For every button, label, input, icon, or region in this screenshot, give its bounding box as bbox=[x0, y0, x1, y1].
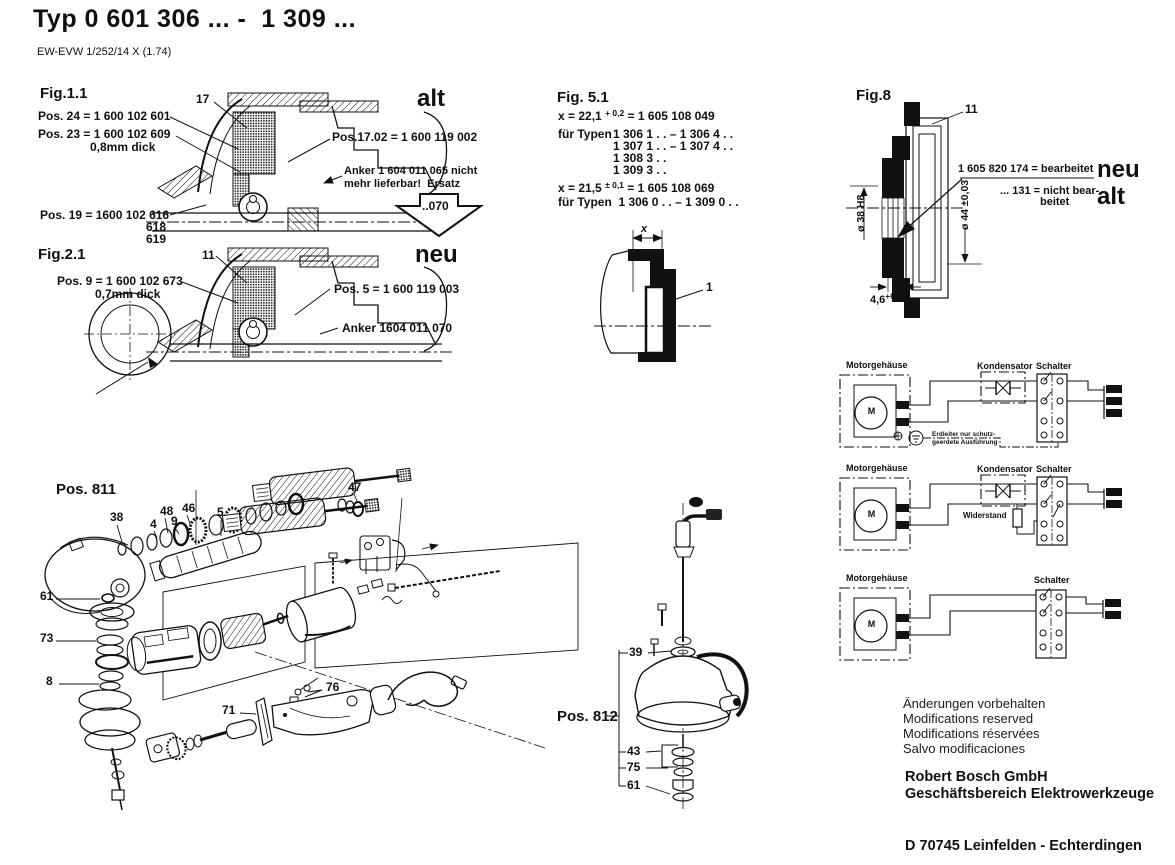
update-arrow-label: ..070 bbox=[422, 199, 449, 213]
part-label-5: 5 bbox=[217, 505, 224, 519]
fig21-callout-11: 11 bbox=[202, 248, 215, 262]
fig51-drawing bbox=[594, 230, 712, 362]
part-label-8: 8 bbox=[46, 674, 53, 688]
fig21-anker-label: Anker 1604 011 070 bbox=[342, 321, 453, 335]
schematic-3-art bbox=[840, 588, 1121, 660]
pos811-drawing bbox=[45, 460, 578, 810]
part-label-61: 61 bbox=[40, 589, 54, 603]
fig11-pos24-label: Pos. 24 = 1 600 102 601 bbox=[38, 109, 171, 123]
part-label-38: 38 bbox=[110, 510, 124, 524]
fig8-part-alt-line2: beitet bbox=[1040, 196, 1070, 208]
part-label-48: 48 bbox=[160, 504, 174, 518]
fig21-pos9-note: 0,7mm dick bbox=[95, 287, 161, 301]
fig21-pos9-label: Pos. 9 = 1 600 102 673 bbox=[57, 274, 183, 288]
footer-note-de: Änderungen vorbehalten bbox=[903, 696, 1046, 711]
fig51-typen-row4: 1 309 3 . . bbox=[613, 163, 667, 177]
schematic1-motor-symbol-m: M bbox=[867, 406, 876, 416]
part-label-46: 46 bbox=[182, 501, 196, 515]
footer-note-en: Modifications reserved bbox=[903, 711, 1034, 726]
fig51-typen-row1: 1 306 1 . . – 1 306 4 . . bbox=[613, 127, 734, 141]
company-name: Robert Bosch GmbH bbox=[905, 769, 1048, 785]
footer-note-es: Salvo modificaciones bbox=[903, 741, 1026, 756]
fig11-title: Fig.1.1 bbox=[40, 85, 88, 102]
fig8-dim-46-label: $4,6^{+0,2}$ bbox=[870, 291, 903, 306]
company-division: Geschäftsbereich Elektrowerkzeuge bbox=[905, 786, 1155, 802]
part-label-43: 43 bbox=[627, 744, 641, 758]
part-label-76: 76 bbox=[326, 680, 340, 694]
fig8-neu-tag: neu bbox=[1097, 156, 1140, 183]
fig8-part-neu-label: 1 605 820 174 = bearbeitet bbox=[958, 163, 1094, 175]
part-label-73: 73 bbox=[40, 631, 54, 645]
fig8-alt-tag: alt bbox=[1097, 183, 1126, 210]
part-label-47: 47 bbox=[348, 480, 362, 494]
pos812-title: Pos. 812 bbox=[557, 708, 618, 725]
fig51-fuer-typen-2: für Typen 1 306 0 . . – 1 309 0 . . bbox=[558, 195, 739, 209]
company-address-clipped bbox=[905, 804, 1142, 865]
part-label-71: 71 bbox=[222, 703, 236, 717]
part-label-9: 9 bbox=[171, 514, 178, 528]
schematic3-schalter-label: Schalter bbox=[1034, 575, 1070, 585]
company-address: D 70745 Leinfelden - Echterdingen bbox=[905, 837, 1142, 854]
schematic2-kondensator-label: Kondensator bbox=[977, 464, 1033, 474]
schematic2-widerstand-label: Widerstand bbox=[963, 511, 1007, 520]
part-label-39: 39 bbox=[629, 645, 643, 659]
fig8-dim-38-label: ø 38 H8 bbox=[855, 194, 867, 232]
schematic1-ground-note-line1: Erdleiter nur schutz- bbox=[932, 431, 996, 438]
page-title: Typ 0 601 306 ... - 1 309 ... bbox=[33, 5, 357, 33]
fig8-dim-44-label: ø 44 ±0,03 bbox=[959, 179, 971, 230]
pos811-title: Pos. 811 bbox=[56, 481, 117, 498]
fig51-title: Fig. 5.1 bbox=[557, 89, 609, 106]
fig11-pos19-alt-619: 619 bbox=[146, 232, 167, 246]
fig11-pos19-alt-618: 618 bbox=[146, 220, 167, 234]
schematic1-kondensator-label: Kondensator bbox=[977, 361, 1033, 371]
fig51-fuer-typen-1: für Typen bbox=[558, 127, 612, 141]
schematic3-motor-symbol-m: M bbox=[867, 619, 876, 629]
page-subtitle: EW-EVW 1/252/14 X (1.74) bbox=[37, 46, 172, 58]
part-label-4: 4 bbox=[150, 517, 157, 531]
fig11-pos1702-label: Pos.17.02 = 1 600 119 002 bbox=[332, 130, 478, 144]
fig51-callout-1: 1 bbox=[706, 280, 713, 294]
fig11-anker-note-line2: mehr lieferbar! Ersatz bbox=[344, 178, 461, 190]
fig11-pos23-note: 0,8mm dick bbox=[90, 140, 156, 154]
schematic1-schalter-label: Schalter bbox=[1036, 361, 1072, 371]
fig8-part-alt-line1: ... 131 = nicht bear- bbox=[1000, 185, 1100, 197]
part-label-61b: 61 bbox=[627, 778, 641, 792]
footer-note-fr: Modifications réservées bbox=[903, 726, 1040, 741]
fig11-alt-tag: alt bbox=[417, 85, 446, 112]
schematic2-motor-label: Motorgehäuse bbox=[846, 463, 908, 473]
fig11-pos19-label: Pos. 19 = 1600 102 616 bbox=[40, 208, 170, 222]
fig8-callout-11: 11 bbox=[965, 102, 978, 116]
fig51-typen-row3: 1 308 3 . . bbox=[613, 151, 667, 165]
fig21-pos5-label: Pos. 5 = 1 600 119 003 bbox=[334, 282, 460, 296]
fig51-dim-x-label: x bbox=[641, 223, 648, 235]
fig51-x1-line: x = 22,1 $^{+ 0,2}$ = 1 605 108 049 bbox=[558, 108, 715, 123]
part-label-75: 75 bbox=[627, 760, 641, 774]
fig21-title: Fig.2.1 bbox=[38, 246, 86, 263]
fig51-typen-row2: 1 307 1 . . – 1 307 4 . . bbox=[613, 139, 734, 153]
fig51-x2-line: x = 21,5 $^{\pm 0,1}$ = 1 605 108 069 bbox=[558, 180, 715, 195]
schematic1-motor-label: Motorgehäuse bbox=[846, 360, 908, 370]
fig21-neu-tag: neu bbox=[415, 241, 458, 268]
fig11-callout-17: 17 bbox=[196, 92, 210, 106]
schematic2-motor-symbol-m: M bbox=[867, 509, 876, 519]
fig11-anker-note-line1: Anker 1 604 011 065 nicht bbox=[344, 165, 478, 177]
fig8-title: Fig.8 bbox=[856, 87, 892, 104]
schematic2-schalter-label: Schalter bbox=[1036, 464, 1072, 474]
schematic3-motor-label: Motorgehäuse bbox=[846, 573, 908, 583]
schematic1-ground-note-line2: geerdete Ausführung bbox=[932, 439, 998, 446]
fig11-pos23-label: Pos. 23 = 1 600 102 609 bbox=[38, 127, 171, 141]
